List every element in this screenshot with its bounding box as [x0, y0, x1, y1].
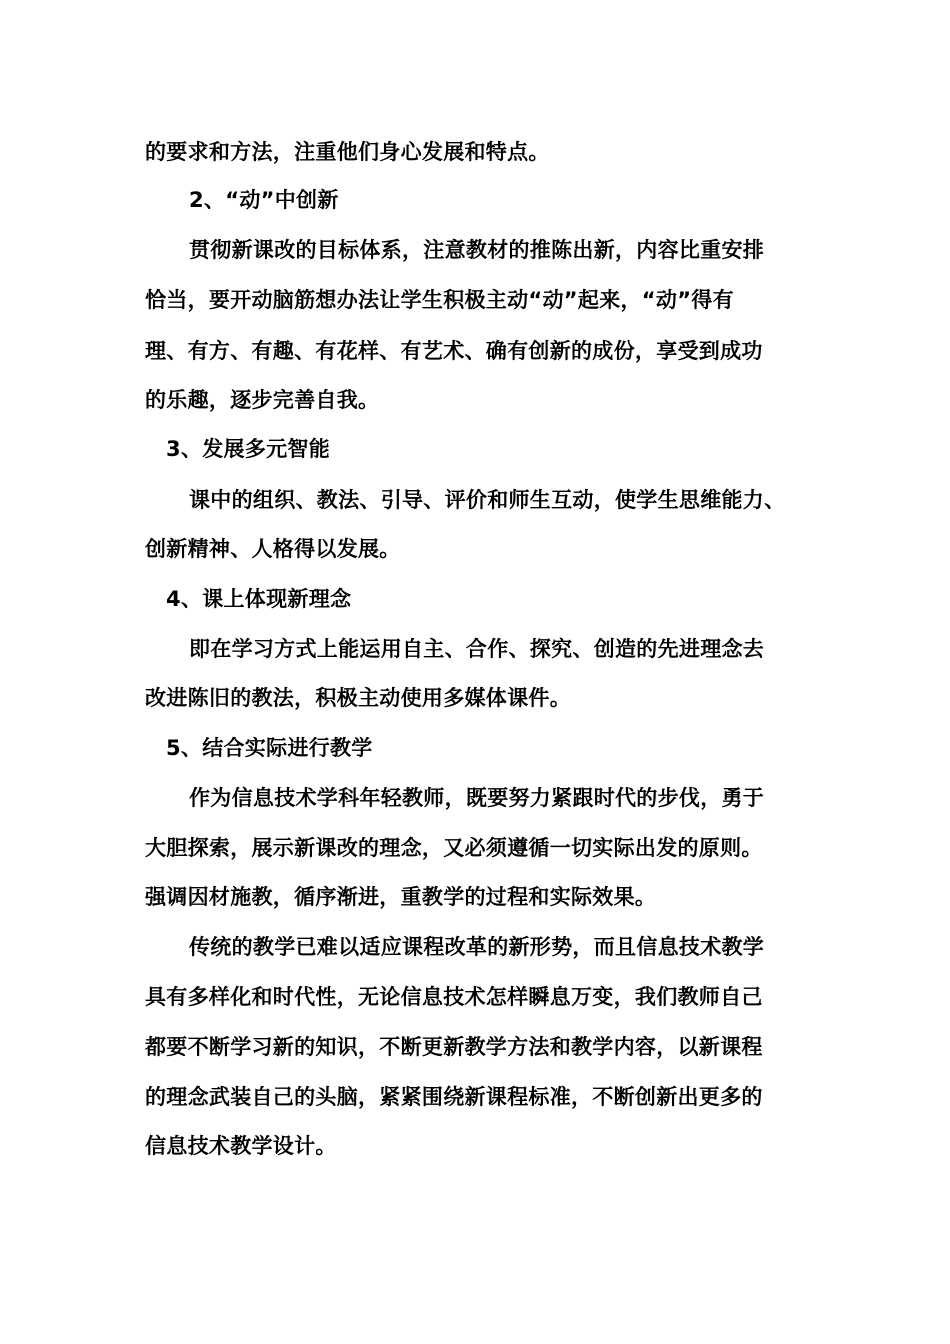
- paragraph-line: 贯彻新课改的目标体系，注意教材的推陈出新，内容比重安排: [189, 238, 765, 262]
- paragraph-line: 都要不断学习新的知识，不断更新教学方法和教学内容，以新课程: [145, 1035, 763, 1059]
- paragraph-line: 改进陈旧的教法，积极主动使用多媒体课件。: [145, 686, 571, 710]
- section-heading: 4、课上体现新理念: [166, 587, 352, 611]
- paragraph-line: 的要求和方法，注重他们身心发展和特点。: [145, 140, 550, 164]
- paragraph-line: 信息技术教学设计。: [145, 1134, 337, 1158]
- section-heading: 2、“动”中创新: [189, 188, 339, 212]
- paragraph-line: 作为信息技术学科年轻教师，既要努力紧跟时代的步伐，勇于: [189, 786, 765, 810]
- section-heading: 3、发展多元智能: [166, 437, 331, 461]
- paragraph-line: 理、有方、有趣、有花样、有艺术、确有创新的成份，享受到成功: [145, 339, 763, 363]
- paragraph-line: 即在学习方式上能运用自主、合作、探究、创造的先进理念去: [189, 637, 765, 661]
- paragraph-line: 传统的教学已难以适应课程改革的新形势，而且信息技术教学: [189, 935, 765, 959]
- paragraph-line: 大胆探索，展示新课改的理念，又必须遵循一切实际出发的原则。: [145, 836, 763, 860]
- paragraph-line: 的乐趣，逐步完善自我。: [145, 388, 380, 412]
- paragraph-line: 具有多样化和时代性，无论信息技术怎样瞬息万变，我们教师自己: [145, 985, 763, 1009]
- paragraph-line: 创新精神、人格得以发展。: [145, 537, 401, 561]
- section-heading: 5、结合实际进行教学: [166, 736, 373, 760]
- paragraph-line: 强调因材施教，循序渐进，重教学的过程和实际效果。: [145, 885, 657, 909]
- paragraph-line: 的理念武装自己的头脑，紧紧围绕新课程标准，不断创新出更多的: [145, 1085, 763, 1109]
- paragraph-line: 恰当，要开动脑筋想办法让学生积极主动“动”起来，“动”得有: [145, 288, 734, 312]
- paragraph-line: 课中的组织、教法、引导、评价和师生互动，使学生思维能力、: [189, 488, 786, 512]
